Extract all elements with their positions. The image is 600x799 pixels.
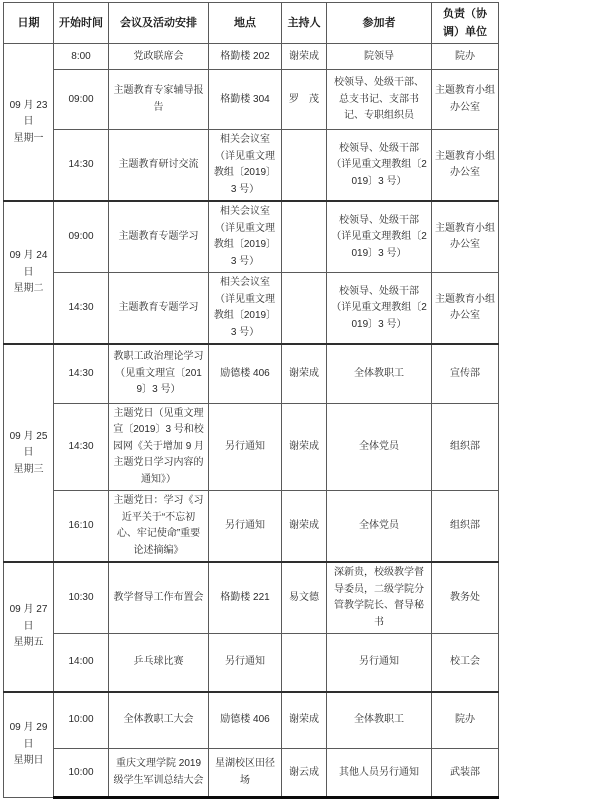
header-row: [4, 3, 499, 44]
col-header-date: 日期: [4, 3, 54, 44]
weekday-text: 星期日: [13, 755, 44, 767]
host-cell: 易文德: [282, 562, 327, 634]
date-text: 09 月 29 日: [9, 722, 48, 750]
participants-cell: 校领导、处级干部、总支书记、支部书记、专职组织员: [327, 70, 432, 130]
participants-cell: 全体党员: [327, 403, 432, 491]
unit-cell: 院办: [432, 692, 499, 749]
time-cell: 14:30: [54, 403, 109, 491]
table-row: [4, 634, 499, 692]
unit-cell: 校工会: [432, 634, 499, 692]
place-cell: 励德楼 406: [209, 344, 282, 403]
participants-cell: 其他人员另行通知: [327, 749, 432, 798]
time-cell: 14:00: [54, 634, 109, 692]
date-text: 09 月 24 日: [9, 250, 48, 278]
col-header-host: 主持人: [282, 3, 327, 44]
date-cell: [4, 692, 54, 798]
time-cell: 09:00: [54, 201, 109, 273]
table-row: [4, 201, 499, 273]
date-cell: [4, 44, 54, 202]
col-header-participants: 参加者: [327, 3, 432, 44]
unit-cell: 主题教育小组办公室: [432, 201, 499, 273]
place-cell: 格勤楼 202: [209, 44, 282, 70]
unit-cell: 主题教育小组办公室: [432, 273, 499, 345]
participants-cell: 全体教职工: [327, 692, 432, 749]
place-cell: 相关会议室（详见重文理教组〔2019〕3 号）: [209, 273, 282, 345]
host-cell: 谢荣成: [282, 692, 327, 749]
event-cell: 主题教育专家辅导报告: [109, 70, 209, 130]
table-row: [4, 344, 499, 403]
event-cell: 主题教育专题学习: [109, 273, 209, 345]
table-row: [4, 44, 499, 70]
participants-cell: 全体教职工: [327, 344, 432, 403]
event-cell: 主题党日（见重文理宣〔2019〕3 号和校园网《关于增加 9 月主题党日学习内容的通知》）: [109, 403, 209, 491]
col-header-time: 开始时间: [54, 3, 109, 44]
unit-cell: 宣传部: [432, 344, 499, 403]
table-row: [4, 403, 499, 491]
host-cell: [282, 634, 327, 692]
participants-cell: 校领导、处级干部（详见重文理教组〔2019〕3 号）: [327, 273, 432, 345]
schedule-table: [3, 2, 499, 799]
table-row: [4, 692, 499, 749]
col-header-place: 地点: [209, 3, 282, 44]
unit-cell: 组织部: [432, 491, 499, 563]
time-cell: 16:10: [54, 491, 109, 563]
host-cell: 谢荣成: [282, 344, 327, 403]
time-cell: 14:30: [54, 344, 109, 403]
event-cell: 教学督导工作布置会: [109, 562, 209, 634]
event-cell: 教职工政治理论学习（见重文理宣〔2019〕3 号）: [109, 344, 209, 403]
place-cell: 另行通知: [209, 634, 282, 692]
date-cell: [4, 562, 54, 692]
place-cell: 另行通知: [209, 491, 282, 563]
date-text: 09 月 23 日: [9, 99, 48, 128]
host-cell: 谢云成: [282, 749, 327, 798]
unit-cell: 主题教育小组办公室: [432, 70, 499, 130]
date-cell: [4, 344, 54, 562]
place-cell: 励德楼 406: [209, 692, 282, 749]
date-cell: [4, 201, 54, 344]
unit-cell: 教务处: [432, 562, 499, 634]
date-text: 09 月 25 日: [9, 430, 48, 459]
table-row: [4, 130, 499, 202]
col-header-unit: 负责（协调）单位: [432, 3, 499, 44]
place-cell: 格勤楼 304: [209, 70, 282, 130]
participants-cell: 校领导、处级干部（详见重文理教组〔2019〕3 号）: [327, 201, 432, 273]
place-cell: 相关会议室（详见重文理教组〔2019〕3 号）: [209, 201, 282, 273]
participants-cell: 校领导、处级干部（详见重文理教组〔2019〕3 号）: [327, 130, 432, 202]
weekday-text: 星期二: [13, 283, 44, 295]
unit-cell: 组织部: [432, 403, 499, 491]
time-cell: 10:30: [54, 562, 109, 634]
schedule-page: [0, 2, 600, 786]
weekday-text: 星期五: [13, 637, 44, 649]
host-cell: 谢荣成: [282, 44, 327, 70]
weekday-text: 星期三: [13, 463, 44, 475]
unit-cell: 院办: [432, 44, 499, 70]
participants-cell: 深新贵，校级教学督导委员，二级学院分管教学院长、督导秘书: [327, 562, 432, 634]
col-header-event: 会议及活动安排: [109, 3, 209, 44]
event-cell: 主题教育专题学习: [109, 201, 209, 273]
host-cell: [282, 201, 327, 273]
table-row: [4, 562, 499, 634]
time-cell: 8:00: [54, 44, 109, 70]
event-cell: 全体教职工大会: [109, 692, 209, 749]
host-cell: 谢荣成: [282, 403, 327, 491]
event-cell: 主题教育研讨交流: [109, 130, 209, 202]
participants-cell: 另行通知: [327, 634, 432, 692]
time-cell: 14:30: [54, 273, 109, 345]
table-row: [4, 749, 499, 798]
weekday-text: 星期一: [13, 132, 44, 144]
table-row: [4, 273, 499, 345]
host-cell: 谢荣成: [282, 491, 327, 563]
place-cell: 格勤楼 221: [209, 562, 282, 634]
event-cell: 党政联席会: [109, 44, 209, 70]
unit-cell: 主题教育小组办公室: [432, 130, 499, 202]
place-cell: 另行通知: [209, 403, 282, 491]
table-row: [4, 491, 499, 563]
host-cell: 罗 茂: [282, 70, 327, 130]
event-cell: 乒乓球比赛: [109, 634, 209, 692]
event-cell: 重庆文理学院 2019 级学生军训总结大会: [109, 749, 209, 798]
participants-cell: 院领导: [327, 44, 432, 70]
place-cell: 相关会议室（详见重文理教组〔2019〕3 号）: [209, 130, 282, 202]
time-cell: 14:30: [54, 130, 109, 202]
place-cell: 星湖校区田径场: [209, 749, 282, 798]
table-row: [4, 70, 499, 130]
event-cell: 主题党日：学习《习近平关于“不忘初心、牢记使命”重要论述摘编》: [109, 491, 209, 563]
unit-cell: 武装部: [432, 749, 499, 798]
time-cell: 10:00: [54, 749, 109, 798]
host-cell: [282, 273, 327, 345]
participants-cell: 全体党员: [327, 491, 432, 563]
date-text: 09 月 27 日: [9, 604, 48, 632]
host-cell: [282, 130, 327, 202]
time-cell: 09:00: [54, 70, 109, 130]
time-cell: 10:00: [54, 692, 109, 749]
